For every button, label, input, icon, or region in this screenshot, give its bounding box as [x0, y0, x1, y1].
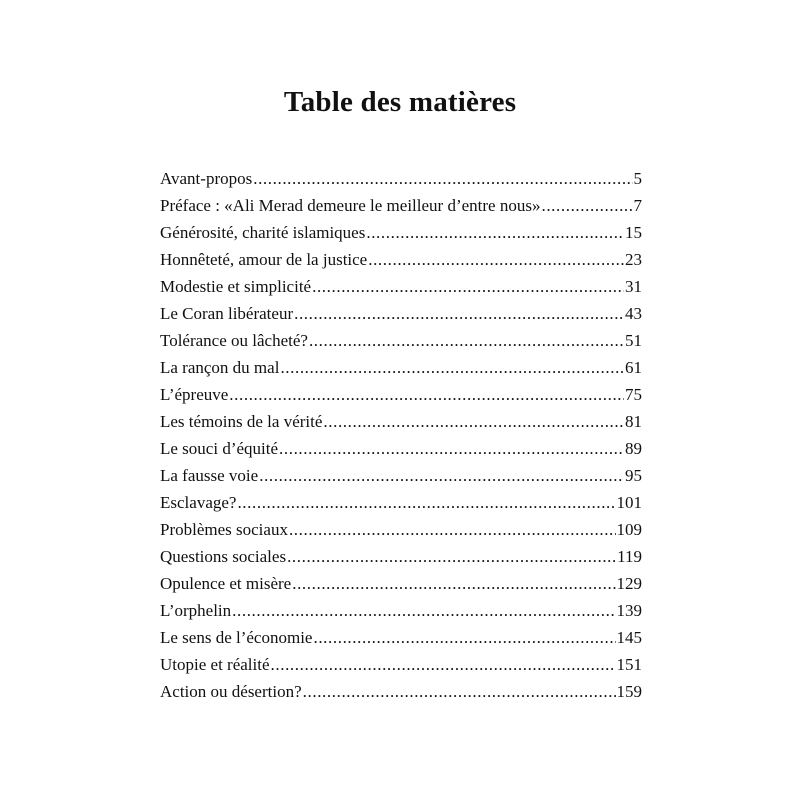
toc-entry-page: 95	[625, 466, 642, 485]
dot-leader	[368, 246, 624, 273]
toc-entry	[160, 327, 642, 354]
toc-entry-title: La fausse voie	[160, 466, 259, 485]
toc-entry	[160, 435, 642, 462]
toc-entry	[160, 651, 642, 678]
toc-entry	[160, 219, 642, 246]
dot-leader	[280, 354, 624, 381]
toc-entry-title: Action ou désertion?	[160, 682, 302, 701]
toc-entry	[160, 462, 642, 489]
dot-leader	[366, 219, 624, 246]
toc-entry-title: Opulence et misère	[160, 574, 292, 593]
dot-leader	[292, 570, 615, 597]
toc-entry	[160, 354, 642, 381]
dot-leader	[313, 624, 615, 651]
toc-entry-page: 145	[616, 628, 642, 647]
toc-entry-page: 61	[625, 358, 642, 377]
toc-entry-page: 89	[625, 439, 642, 458]
toc-entry-page: 81	[625, 412, 642, 431]
toc-entry-page: 139	[616, 601, 642, 620]
toc-entry	[160, 246, 642, 273]
table-of-contents	[160, 165, 642, 705]
dot-leader	[323, 408, 624, 435]
toc-entry-title: Problèmes sociaux	[160, 520, 288, 539]
dot-leader	[237, 489, 615, 516]
toc-entry-page: 151	[616, 655, 642, 674]
toc-entry-title: Le souci d’équité	[160, 439, 279, 458]
toc-entry-title: Le Coran libérateur	[160, 304, 294, 323]
toc-entry-title: Honnêteté, amour de la justice	[160, 250, 368, 269]
toc-entry	[160, 543, 642, 570]
toc-entry-page: 129	[616, 574, 642, 593]
toc-entry-page: 7	[633, 196, 642, 215]
dot-leader	[309, 327, 624, 354]
dot-leader	[229, 381, 624, 408]
toc-entry-title: Tolérance ou lâcheté?	[160, 331, 308, 350]
toc-entry-page: 43	[625, 304, 642, 323]
dot-leader	[289, 516, 616, 543]
toc-entry	[160, 597, 642, 624]
toc-entry-page: 109	[616, 520, 642, 539]
toc-entry	[160, 300, 642, 327]
toc-entry-title: Esclavage?	[160, 493, 237, 512]
toc-entry-title: Générosité, charité islamiques	[160, 223, 366, 242]
toc-entry-title: Avant-propos	[160, 169, 253, 188]
toc-entry-title: Le sens de l’économie	[160, 628, 313, 647]
toc-entry	[160, 624, 642, 651]
toc-entry	[160, 165, 642, 192]
dot-leader	[271, 651, 616, 678]
toc-entry-title: L’épreuve	[160, 385, 229, 404]
dot-leader	[541, 192, 632, 219]
toc-entry	[160, 273, 642, 300]
toc-entry-page: 15	[625, 223, 642, 242]
dot-leader	[253, 165, 632, 192]
toc-entry-title: Modestie et simplicité	[160, 277, 312, 296]
toc-entry-page: 119	[617, 547, 642, 566]
toc-entry	[160, 516, 642, 543]
toc-entry-page: 31	[625, 277, 642, 296]
toc-entry-title: Les témoins de la vérité	[160, 412, 323, 431]
dot-leader	[294, 300, 624, 327]
toc-entry-page: 75	[625, 385, 642, 404]
toc-entry-title: La rançon du mal	[160, 358, 280, 377]
toc-entry-page: 5	[633, 169, 642, 188]
toc-entry	[160, 678, 642, 705]
dot-leader	[232, 597, 615, 624]
page-title: Table des matières	[283, 86, 517, 118]
dot-leader	[279, 435, 624, 462]
toc-entry	[160, 489, 642, 516]
toc-entry-title: L’orphelin	[160, 601, 232, 620]
toc-entry-title: Questions sociales	[160, 547, 287, 566]
toc-entry-page: 101	[616, 493, 642, 512]
toc-entry-page: 159	[616, 682, 642, 701]
toc-entry	[160, 192, 642, 219]
toc-entry	[160, 408, 642, 435]
dot-leader	[312, 273, 624, 300]
toc-entry	[160, 381, 642, 408]
toc-entry-title: Utopie et réalité	[160, 655, 270, 674]
toc-entry-title: Préface : «Ali Merad demeure le meilleur d’entre nous»	[160, 196, 541, 215]
toc-entry	[160, 570, 642, 597]
dot-leader	[303, 678, 616, 705]
toc-entry-page: 23	[625, 250, 642, 269]
dot-leader	[259, 462, 624, 489]
toc-entry-page: 51	[625, 331, 642, 350]
dot-leader	[287, 543, 616, 570]
